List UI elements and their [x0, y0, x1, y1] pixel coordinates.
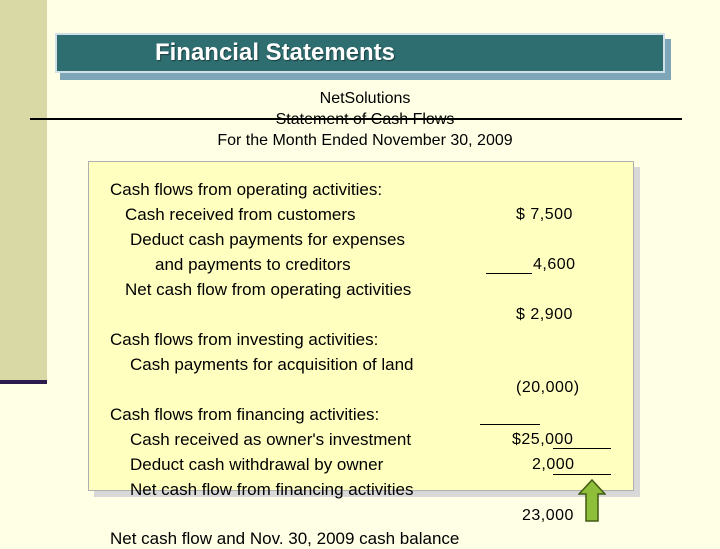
company-name: NetSolutions — [319, 90, 411, 107]
deduct-underline — [486, 273, 532, 274]
land-payment-value: (20,000) — [516, 379, 580, 396]
deduct-payments-label-1: Deduct cash payments for expenses — [130, 230, 405, 249]
withdrawal-underline — [553, 474, 611, 475]
net-operating-label: Net cash flow from operating activities — [125, 280, 412, 299]
owner-investment-value: $25,000 — [512, 431, 574, 448]
net-financing-value: 23,000 — [522, 507, 574, 524]
side-strip — [0, 0, 47, 382]
bottom-line-label: Net cash flow and Nov. 30, 2009 cash balance — [110, 529, 460, 548]
cash-received-customers-label: Cash received from customers — [125, 205, 356, 224]
investment-underline — [553, 448, 611, 449]
owner-investment-label: Cash received as owner's investment — [130, 430, 412, 449]
owner-withdrawal-value: 2,000 — [532, 456, 575, 473]
net-financing-label: Net cash flow from financing activities — [130, 480, 414, 499]
statement-period: For the Month Ended November 30, 2009 — [217, 132, 513, 149]
cash-received-customers-value: $ 7,500 — [516, 206, 573, 223]
title-bar — [55, 33, 665, 73]
net-operating-value: $ 2,900 — [516, 306, 573, 323]
deduct-payments-label-2: and payments to creditors — [155, 255, 351, 274]
land-payment-label: Cash payments for acquisition of land — [130, 355, 414, 374]
slide-title: Financial Statements — [154, 39, 396, 66]
statement-name: Statement of Cash Flows — [275, 111, 455, 128]
owner-withdrawal-label: Deduct cash withdrawal by owner — [130, 455, 384, 474]
side-accent-line — [0, 380, 47, 384]
deduct-payments-value: 4,600 — [533, 256, 576, 273]
investing-underline — [480, 424, 540, 425]
investing-heading: Cash flows from investing activities: — [110, 330, 379, 349]
operating-heading: Cash flows from operating activities: — [110, 180, 383, 199]
up-arrow-icon — [578, 479, 606, 523]
financing-heading: Cash flows from financing activities: — [110, 405, 380, 424]
